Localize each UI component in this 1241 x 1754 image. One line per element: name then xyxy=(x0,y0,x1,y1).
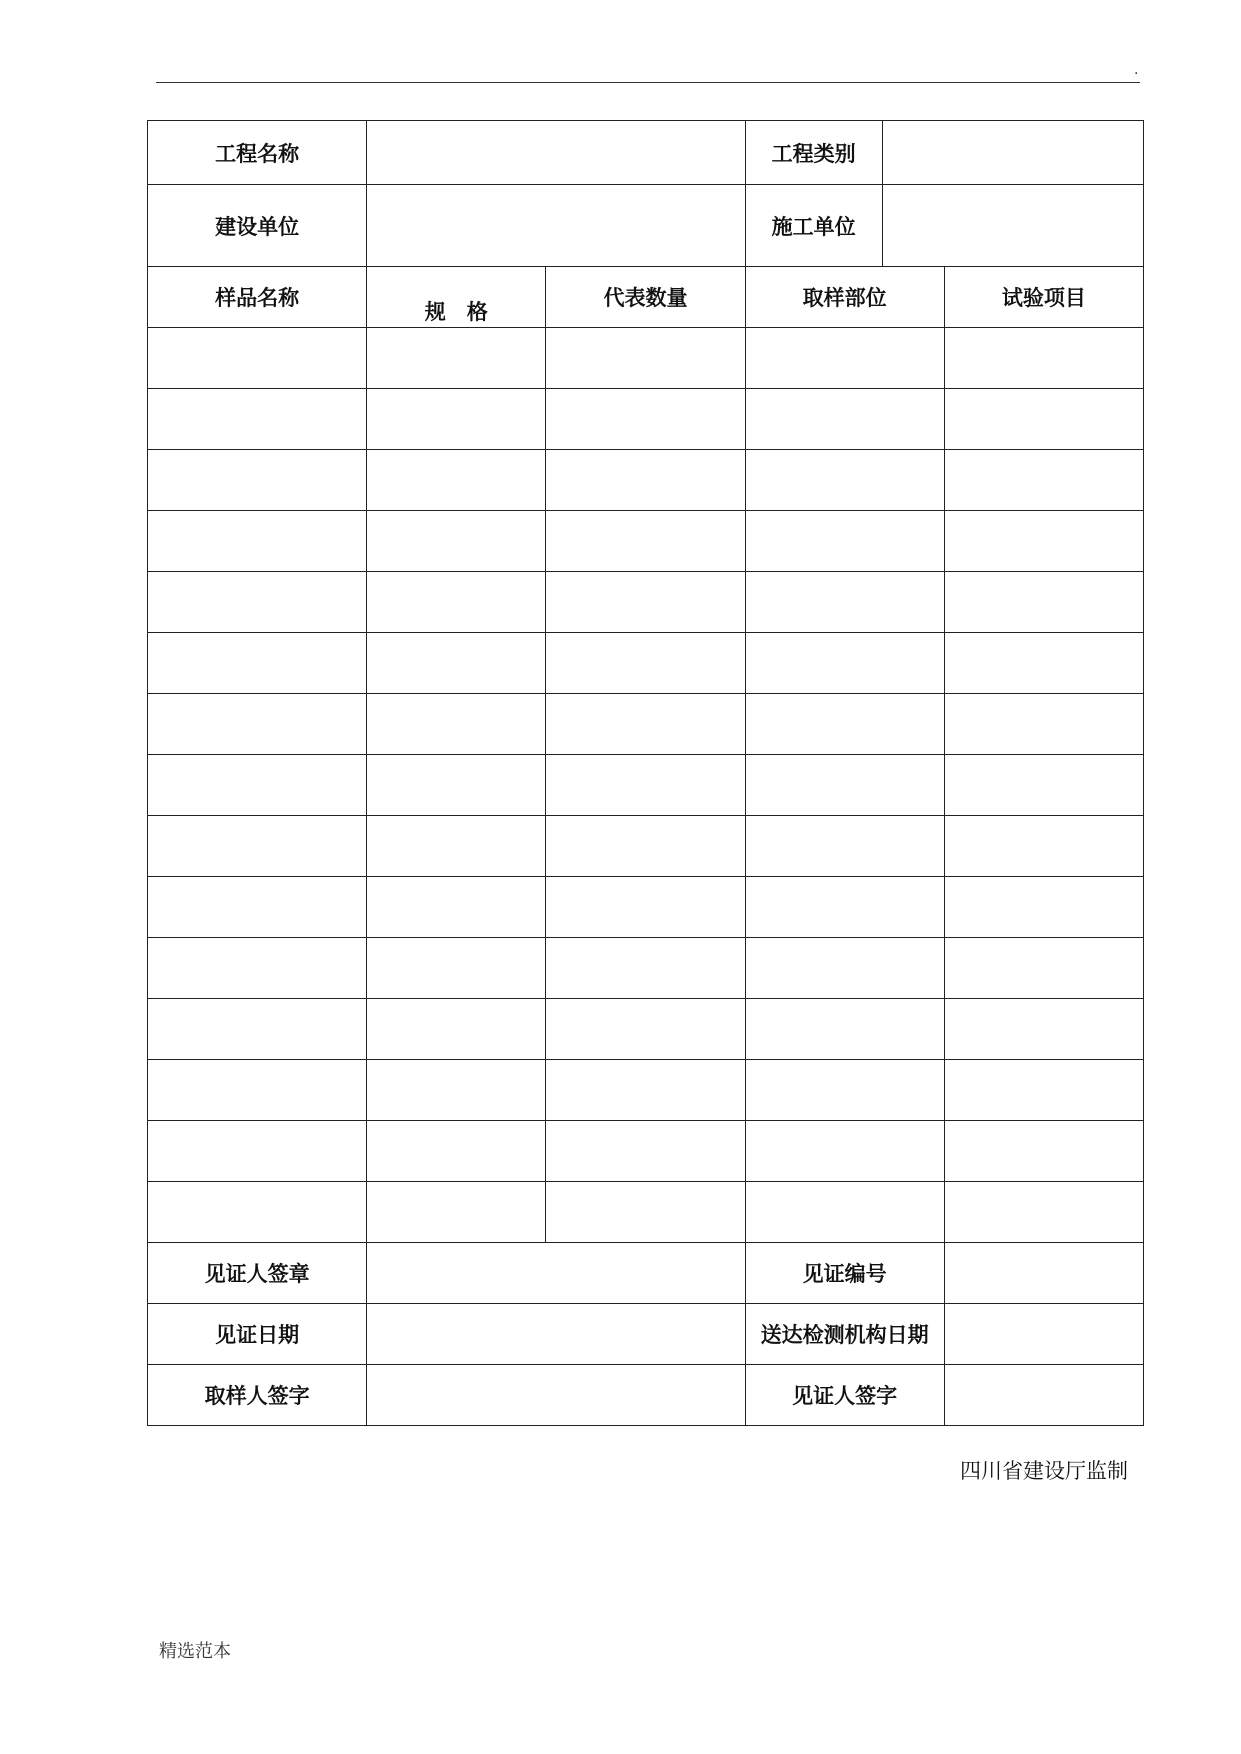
witness-seal-field[interactable] xyxy=(367,1243,745,1304)
location-cell[interactable] xyxy=(745,694,944,755)
witness-seal-label: 见证人签章 xyxy=(148,1243,367,1304)
test-items-cell[interactable] xyxy=(944,450,1143,511)
witness-signature-label: 见证人签字 xyxy=(745,1365,944,1426)
sample-row xyxy=(148,1182,1144,1243)
column-header-row xyxy=(148,267,1144,328)
quantity-cell[interactable] xyxy=(546,816,745,877)
construction-unit-field[interactable] xyxy=(367,185,745,267)
quantity-cell[interactable] xyxy=(546,755,745,816)
location-cell[interactable] xyxy=(745,1121,944,1182)
project-name-field[interactable] xyxy=(367,121,745,185)
sampler-signature-label: 取样人签字 xyxy=(148,1365,367,1426)
witness-seal-row xyxy=(148,1243,1144,1304)
sample-row xyxy=(148,511,1144,572)
spec-cell[interactable] xyxy=(367,511,546,572)
sample-row xyxy=(148,755,1144,816)
sample-name-cell[interactable] xyxy=(148,1121,367,1182)
location-cell[interactable] xyxy=(745,450,944,511)
sample-row xyxy=(148,938,1144,999)
test-items-cell[interactable] xyxy=(944,572,1143,633)
spec-cell[interactable] xyxy=(367,328,546,389)
signature-row xyxy=(148,1365,1144,1426)
sample-row xyxy=(148,1060,1144,1121)
spec-cell[interactable] xyxy=(367,389,546,450)
header-mark: . xyxy=(1134,62,1139,78)
sample-row xyxy=(148,694,1144,755)
location-cell[interactable] xyxy=(745,572,944,633)
test-items-cell[interactable] xyxy=(944,1060,1143,1121)
spec-cell[interactable] xyxy=(367,694,546,755)
location-cell[interactable] xyxy=(745,877,944,938)
delivery-date-field[interactable] xyxy=(944,1304,1143,1365)
quantity-cell[interactable] xyxy=(546,389,745,450)
sample-name-cell[interactable] xyxy=(148,877,367,938)
quantity-cell[interactable] xyxy=(546,633,745,694)
sample-row xyxy=(148,1121,1144,1182)
test-items-cell[interactable] xyxy=(944,816,1143,877)
sample-row xyxy=(148,633,1144,694)
test-items-cell[interactable] xyxy=(944,1121,1143,1182)
location-cell[interactable] xyxy=(745,938,944,999)
unit-row xyxy=(148,185,1144,267)
sample-row xyxy=(148,389,1144,450)
spec-cell[interactable] xyxy=(367,633,546,694)
sample-row xyxy=(148,877,1144,938)
sample-name-cell[interactable] xyxy=(148,1182,367,1243)
sample-row xyxy=(148,816,1144,877)
sample-name-cell[interactable] xyxy=(148,450,367,511)
sample-witness-form xyxy=(147,120,1144,1426)
test-items-cell[interactable] xyxy=(944,389,1143,450)
construction-unit-label: 建设单位 xyxy=(148,185,367,267)
sample-row xyxy=(148,572,1144,633)
spec-cell[interactable] xyxy=(367,877,546,938)
project-category-label: 工程类别 xyxy=(745,121,882,185)
spec-cell[interactable] xyxy=(367,999,546,1060)
column-header-spec-text: 规 格 xyxy=(424,300,488,324)
witness-number-label: 见证编号 xyxy=(745,1243,944,1304)
spec-cell[interactable] xyxy=(367,1182,546,1243)
witness-date-field[interactable] xyxy=(367,1304,745,1365)
column-header-location: 取样部位 xyxy=(745,267,944,328)
sample-name-cell[interactable] xyxy=(148,1060,367,1121)
test-items-cell[interactable] xyxy=(944,633,1143,694)
sample-name-cell[interactable] xyxy=(148,389,367,450)
sample-name-cell[interactable] xyxy=(148,816,367,877)
test-items-cell[interactable] xyxy=(944,511,1143,572)
quantity-cell[interactable] xyxy=(546,1060,745,1121)
project-name-label: 工程名称 xyxy=(148,121,367,185)
delivery-date-label: 送达检测机构日期 xyxy=(745,1304,944,1365)
witness-date-row xyxy=(148,1304,1144,1365)
sample-name-cell[interactable] xyxy=(148,572,367,633)
sample-name-cell[interactable] xyxy=(148,511,367,572)
quantity-cell[interactable] xyxy=(546,1182,745,1243)
location-cell[interactable] xyxy=(745,1182,944,1243)
sample-name-cell[interactable] xyxy=(148,694,367,755)
sampler-signature-field[interactable] xyxy=(367,1365,745,1426)
test-items-cell[interactable] xyxy=(944,1182,1143,1243)
spec-cell[interactable] xyxy=(367,938,546,999)
spec-cell[interactable] xyxy=(367,1060,546,1121)
column-header-quantity: 代表数量 xyxy=(546,267,745,328)
quantity-cell[interactable] xyxy=(546,938,745,999)
quantity-cell[interactable] xyxy=(546,999,745,1060)
location-cell[interactable] xyxy=(745,511,944,572)
test-items-cell[interactable] xyxy=(944,694,1143,755)
header-rule xyxy=(156,82,1140,83)
contractor-unit-label: 施工单位 xyxy=(745,185,882,267)
sample-name-cell[interactable] xyxy=(148,328,367,389)
spec-cell[interactable] xyxy=(367,572,546,633)
location-cell[interactable] xyxy=(745,755,944,816)
sample-row xyxy=(148,450,1144,511)
sample-name-cell[interactable] xyxy=(148,938,367,999)
location-cell[interactable] xyxy=(745,328,944,389)
location-cell[interactable] xyxy=(745,999,944,1060)
sample-name-cell[interactable] xyxy=(148,755,367,816)
contractor-unit-field[interactable] xyxy=(882,185,1143,267)
location-cell[interactable] xyxy=(745,816,944,877)
test-items-cell[interactable] xyxy=(944,938,1143,999)
location-cell[interactable] xyxy=(745,633,944,694)
location-cell[interactable] xyxy=(745,389,944,450)
location-cell[interactable] xyxy=(745,1060,944,1121)
quantity-cell[interactable] xyxy=(546,328,745,389)
column-header-sample-name: 样品名称 xyxy=(148,267,367,328)
spec-cell[interactable] xyxy=(367,450,546,511)
test-items-cell[interactable] xyxy=(944,755,1143,816)
quantity-cell[interactable] xyxy=(546,511,745,572)
issuer-credit: 四川省建设厅监制 xyxy=(960,1459,1128,1483)
test-items-cell[interactable] xyxy=(944,999,1143,1060)
quantity-cell[interactable] xyxy=(546,1121,745,1182)
sample-name-cell[interactable] xyxy=(148,999,367,1060)
test-items-cell[interactable] xyxy=(944,328,1143,389)
sample-name-cell[interactable] xyxy=(148,633,367,694)
column-header-test-items: 试验项目 xyxy=(944,267,1143,328)
page-footer-label: 精选范本 xyxy=(159,1641,231,1662)
spec-cell[interactable] xyxy=(367,755,546,816)
quantity-cell[interactable] xyxy=(546,877,745,938)
sample-row xyxy=(148,999,1144,1060)
column-header-spec xyxy=(367,267,546,328)
witness-number-field[interactable] xyxy=(944,1243,1143,1304)
spec-cell[interactable] xyxy=(367,816,546,877)
quantity-cell[interactable] xyxy=(546,694,745,755)
project-row xyxy=(148,121,1144,185)
witness-date-label: 见证日期 xyxy=(148,1304,367,1365)
quantity-cell[interactable] xyxy=(546,572,745,633)
test-items-cell[interactable] xyxy=(944,877,1143,938)
sample-row xyxy=(148,328,1144,389)
quantity-cell[interactable] xyxy=(546,450,745,511)
witness-signature-field[interactable] xyxy=(944,1365,1143,1426)
project-category-field[interactable] xyxy=(882,121,1143,185)
spec-cell[interactable] xyxy=(367,1121,546,1182)
